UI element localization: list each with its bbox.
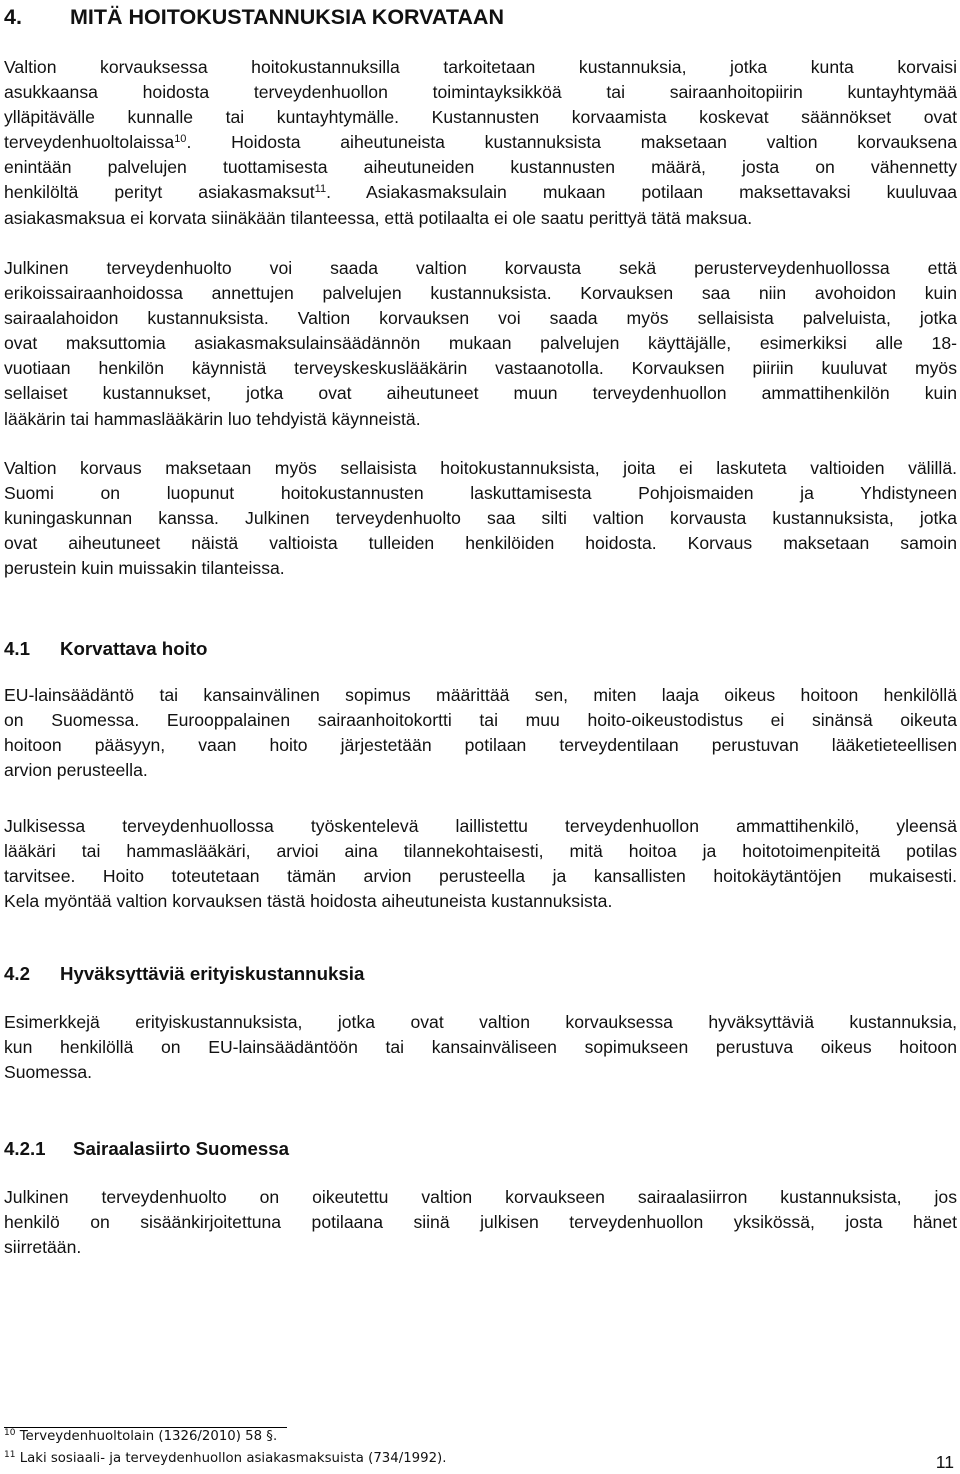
paragraph-line: lääkärin tai hammaslääkärin luo tehdyistä käynneistä. [4,408,421,429]
footnote-text: Terveydenhuoltolain (1326/2010) 58 §. [19,1429,278,1444]
paragraph-1 [4,55,957,231]
paragraph-line: tarvitsee. Hoito toteutetaan tämän arvion perusteella ja kansallisten hoitokäytäntöjen mukaisesti. [4,866,957,887]
chapter-title: MITÄ HOITOKUSTANNUKSIA KORVATAAN [70,5,504,29]
paragraph-line: on Suomessa. Eurooppalainen sairaanhoitokortti tai muu hoito-oikeustodistus ei sinänsä oikeuta [4,710,957,731]
paragraph-line: perustein kuin muissakin tilanteissa. [4,558,285,579]
paragraph-line: vuotiaan henkilön käynnistä terveyskeskuslääkärin vastaanotolla. Korvauksen piiriin kuuluvat myös [4,358,957,379]
paragraph-2 [4,256,957,432]
paragraph-line: enintään palvelujen tuottamisesta aiheutuneiden kustannusten määrä, josta on vähennetty [4,157,957,178]
section-number: 4.2.1 [4,1138,46,1159]
paragraph-line: Valtion korvaus maksetaan myös sellaisista hoitokustannuksista, joita ei laskuteta valtioiden välillä. [4,458,957,478]
paragraph-line: Suomi on luopunut hoitokustannusten laskuttamisesta Pohjoismaiden ja Yhdistyneen [4,483,957,504]
paragraph-line: henkilö on sisäänkirjoitettuna potilaana siinä julkisen terveydenhuollon yksikössä, josta hänet [4,1212,957,1233]
line-text: terveydenhuoltolaissa [4,132,175,153]
chapter-number: 4. [4,5,22,29]
footnote-marker: 10 [4,1428,16,1438]
paragraph-6 [4,1010,957,1085]
section-heading-4-1 [4,636,207,662]
paragraph-line: Julkinen terveydenhuolto voi saada valtion korvausta sekä perusterveydenhuollossa että [4,258,957,278]
section-title: Korvattava hoito [60,638,208,659]
paragraph-line: ylläpitävälle kunnalle tai kuntayhtymälle. Kustannusten korvaamista koskevat säännökset ovat [4,107,957,128]
footnote-ref-11[interactable]: 11 [314,183,327,196]
chapter-heading [4,3,504,31]
paragraph-line: sellaiset kustannukset, jotka ovat aiheutuneet muun terveydenhuollon ammattihenkilön kuin [4,383,957,404]
footnote-11 [4,1450,446,1468]
line-text: . Asiakasmaksulain mukaan potilaan maksettavaksi kuuluvaa [326,182,958,203]
paragraph-line: Julkinen terveydenhuolto on oikeutettu valtion korvaukseen sairaalasiirron kustannuksista, jos [4,1187,957,1207]
paragraph-line: Kela myöntää valtion korvauksen tästä hoidosta aiheutuneista kustannuksista. [4,891,613,912]
section-title: Hyväksyttäviä erityiskustannuksia [60,963,365,984]
paragraph-line: EU-lainsäädäntö tai kansainvälinen sopimus määrittää sen, miten laaja oikeus hoitoon henkilöllä [4,685,957,705]
paragraph-line [4,180,957,205]
paragraph-line: hoitoon pääsyyn, vaan hoito järjestetään potilaan terveydentilaan perustuvan lääketieteellisen [4,735,957,756]
paragraph-line: arvion perusteella. [4,760,148,781]
paragraph-line: sairaalahoidon kustannuksista. Valtion korvauksen voi saada myös sellaisista palveluista, jotka [4,308,957,329]
paragraph-line: asiakasmaksua ei korvata siinäkään tilanteessa, että potilaalta ei ole saatu perittyä tätä maksua. [4,207,753,228]
paragraph-line: Suomessa. [4,1062,93,1083]
paragraph-line: asukkaansa hoidosta terveydenhuollon toimintayksikköä tai sairaanhoitopiirin kuntayhtymää [4,82,957,103]
paragraph-4 [4,683,957,783]
paragraph-line: kuningaskunnan kanssa. Julkinen terveydenhuolto saa silti valtion korvausta kustannuksista, jotka [4,508,957,529]
footnote-10 [4,1428,277,1446]
paragraph-line: erikoissairaanhoidossa annettujen palvelujen kustannuksista. Korvauksen saa niin avohoidon kuin [4,283,957,304]
section-heading-4-2-1 [4,1136,289,1162]
section-heading-4-2 [4,961,364,987]
footnote-ref-10[interactable]: 10 [174,133,187,146]
paragraph-line: Valtion korvauksessa hoitokustannuksilla tarkoitetaan kustannuksia, jotka kunta korvaisi [4,57,957,77]
paragraph-line [4,130,957,155]
section-number: 4.1 [4,638,30,659]
section-title: Sairaalasiirto Suomessa [73,1138,290,1159]
page-number: 11 [935,1452,954,1472]
paragraph-line: Esimerkkejä erityiskustannuksista, jotka ovat valtion korvauksessa hyväksyttäviä kustannuksia, [4,1012,957,1032]
paragraph-7 [4,1185,957,1260]
paragraph-line: ovat maksuttomia asiakasmaksulainsäädännön mukaan palvelujen käyttäjälle, esimerkiksi alle 18- [4,333,957,354]
paragraph-line: kun henkilöllä on EU-lainsäädäntöön tai kansainväliseen sopimukseen perustuva oikeus hoitoon [4,1037,957,1058]
line-text: . Hoidosta aiheutuneista kustannuksista maksetaan valtion korvauksena [186,132,957,153]
paragraph-3 [4,456,957,581]
footnote-text: Laki sosiaali- ja terveydenhuollon asiakasmaksuista (734/1992). [19,1451,447,1466]
line-text: henkilöltä perityt asiakasmaksut [4,182,315,203]
paragraph-line: lääkäri tai hammaslääkäri, arvioi aina tilannekohtaisesti, mitä hoitoa ja hoitotoimenpiteitä potilas [4,841,957,862]
section-number: 4.2 [4,963,30,984]
paragraph-5 [4,814,957,914]
paragraph-line: Julkisessa terveydenhuollossa työskentelevä laillistettu terveydenhuollon ammattihenkilö, yleensä [4,816,957,836]
paragraph-line: siirretään. [4,1237,82,1258]
footnote-marker: 11 [4,1450,16,1460]
paragraph-line: ovat aiheutuneet näistä valtioista tulleiden henkilöiden hoidosta. Korvaus maksetaan samoin [4,533,957,554]
